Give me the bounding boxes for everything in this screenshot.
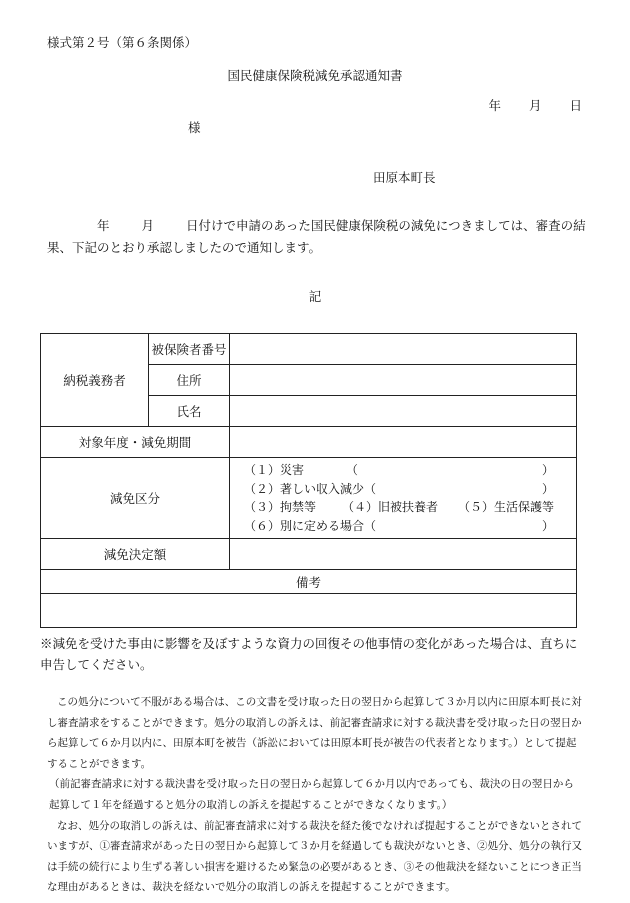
option-disaster-label: （１）災害 <box>244 463 305 477</box>
insured-number-field[interactable] <box>230 334 577 365</box>
option-former-dependent[interactable]: （４）旧被扶養者 <box>342 500 439 514</box>
intro-month: 月 <box>141 218 155 233</box>
option-income-drop[interactable] <box>244 480 576 499</box>
document-title: 国民健康保険税減免承認通知書 <box>227 68 403 83</box>
instructions-paragraph-1: この処分について不服がある場合は、この文書を受け取った日の翌日から起算して３か月以内に田原本町長に対し審査請求をすることができます。処分の取消しの訴えは、前記審査請求に対する裁決書を受け取った日の翌日から起算して６か月以内に、田原本町を被告（訴訟においては田原本町長が被告の代表者となります。）として提起することができます。 <box>47 696 582 770</box>
date-month: 月 <box>528 98 542 113</box>
option-disaster-close: ） <box>541 463 554 477</box>
name-field[interactable] <box>230 396 577 427</box>
option-welfare[interactable]: （５）生活保護等 <box>458 500 555 514</box>
issuer: 田原本町長 <box>373 170 436 185</box>
ki-heading: 記 <box>308 289 322 304</box>
address-label: 住所 <box>149 365 230 396</box>
date-day: 日 <box>569 98 582 113</box>
address-field[interactable] <box>230 365 577 396</box>
intro-text: 日付けで申請のあった国民健康保険税の減免につきましては、審査の結果、下記のとおり承認しましたので通知します。 <box>47 218 586 255</box>
amount-label: 減免決定額 <box>41 539 230 570</box>
option-other-close: ） <box>541 518 554 533</box>
option-disaster[interactable] <box>244 461 576 480</box>
remarks-field[interactable] <box>41 594 577 628</box>
option-other-label: （６）別に定める場合（ <box>244 518 377 533</box>
option-row-3-5 <box>244 498 576 517</box>
instructions-paragraph-2: （前記審査請求に対する裁決書を受け取った日の翌日から起算して６か月以内であっても、裁決の日の翌日から起算して１年を経過すると処分の取消しの訴えを提起することができなくなります。） <box>49 778 574 811</box>
option-income-drop-close: ） <box>541 481 554 496</box>
category-label: 減免区分 <box>41 458 230 539</box>
name-label: 氏名 <box>149 396 230 427</box>
remarks-label: 備考 <box>41 570 577 594</box>
amount-field[interactable] <box>230 539 577 570</box>
period-field[interactable] <box>230 427 577 458</box>
period-label: 対象年度・減免期間 <box>41 427 230 458</box>
insured-number-label: 被保険者番号 <box>149 334 230 365</box>
appeal-instructions <box>47 692 582 898</box>
date-year: 年 <box>488 98 501 113</box>
intro-paragraph <box>47 215 587 259</box>
form-number: 様式第２号（第６条関係） <box>47 35 198 50</box>
option-disaster-open: （ <box>345 463 358 477</box>
option-other[interactable] <box>244 517 576 536</box>
category-options <box>230 458 577 539</box>
option-detention[interactable]: （３）拘禁等 <box>244 500 317 514</box>
instructions-paragraph-3: なお、処分の取消しの訴えは、前記審査請求に対する裁決を経た後でなければ提起することができないとされていますが、①審査請求があった日の翌日から起算して３か月を経過しても裁決がないとき、②処分、処分の執行又は手続の続行により生ずる著しい損害を避けるため緊急の必要があるとき、③その他裁決を経ないことにつき正当な理由があるときは、裁決を経ないで処分の取消しの訴えを提起することができます。 <box>47 819 582 894</box>
intro-year: 年 <box>97 218 110 233</box>
taxpayer-label: 納税義務者 <box>41 334 149 427</box>
exemption-table <box>40 333 577 628</box>
addressee-suffix: 様 <box>188 120 201 135</box>
issue-date <box>464 96 582 114</box>
option-income-drop-label: （２）著しい収入減少（ <box>244 481 377 496</box>
notice-text: ※減免を受けた事由に影響を及ぼすような資力の回復その他事情の変化があった場合は、直ちに申告してください。 <box>40 636 578 672</box>
